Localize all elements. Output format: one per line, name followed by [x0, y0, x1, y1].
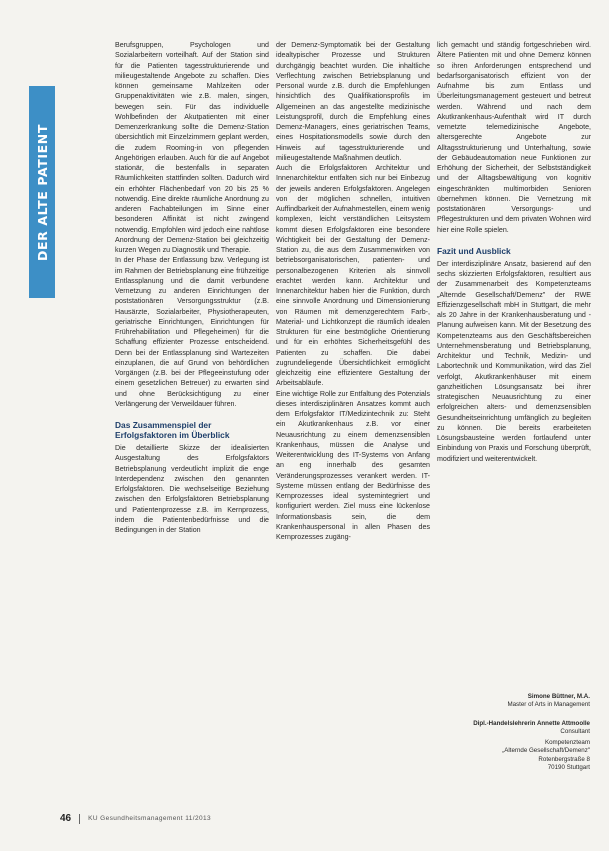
- author-2: [437, 720, 590, 737]
- paragraph: Berufsgruppen, Psychologen und Sozialarbeitern vorteilhaft. Auf der Station sind für die Patienten tagesstrukturierende und milieugestaltende Angebote zu schaffen. Dies können gemeinsame Mahlzeiten oder Gruppenaktivitäten wie z.B. malen, singen, bewegen sein. Für das individuelle Wohlbefinden der Akutpatienten mit einer Demenzerkrankung sollte die Demenz-Station übersichtlich mit Einzelzimmern geplant werden, die zudem Rooming-in von pflegenden Angehörigen erlauben. Auch für die auf Angebot stationär, die bestenfalls in separaten Räumlichkeiten stattfinden sollten. Dadurch wird ein erhöhter Flächenbedarf von 20 bis 25 % notwendig. Eine direkte räumliche Anordnung zu anderen Fachabteilungen im Sinne einer besonderen Affinität ist nicht zwingend notwendig. Empfohlen wird jedoch eine nahtlose Anordnung der Demenz-Station bei gleichzeitig kurzen Wegen zu Diagnostik und Therapie.: [115, 41, 269, 254]
- text-column-2: [276, 40, 430, 800]
- contact-address: [437, 739, 590, 772]
- paragraph: Der interdisziplinäre Ansatz, basierend auf den sechs skizzierten Erfolgsfaktoren, resultiert aus der Zusammenarbeit des Kompetenzteams „Alternde Gesellschaft/Demenz" der RWE Effizienzgesellschaft mbH in Stuttgart, die mehr als 20 Jahre in der Krankenhausberatung und -Planung aufweisen kann. Mit der Besetzung des Kompetenzteams aus den Geschäftsbereichen Unternehmensberatung und Betriebsplanung, Architektur und Technik, Medizin- und Labortechnik und Kommunikation, wird das Ziel verfolgt, Akutkrankenhäuser mit einem ganzheitlichen Lösungsansatz bei ihrer strategischen Neuausrichtung zu einer erfolgreichen alters- und demenzsensiblen Gesundheitseinrichtung umfänglich zu begleiten zu können. Die bereits erarbeiteten Lösungsbausteine werden fortlaufend unter Einbindung von Praxis und Forschung überprüft, modifiziert und weiterentwickelt.: [437, 259, 591, 463]
- section-heading: Fazit und Ausblick: [437, 245, 511, 256]
- author-name: Simone Büttner, M.A.: [527, 693, 590, 700]
- paragraph: Auch die Erfolgsfaktoren Architektur und Innenarchitektur entfalten sich nur bei Einbezug der jeweils anderen Erfolgsfaktoren. Angelegen von der möglichen schnellen, intuitiven Auffindbarkeit der Aufnahmestellen, einem wenig komplexen, leicht verständlichen Leitsystem kommt diesen Erfolgsfaktoren eine besondere Wichtigkeit bei der Gestaltung der Demenz-Station zu, die aus dem Zusammenwirken von betriebsorganisatorischen, patienten- und personalbezogenen Kriterien als sinnvoll erachtet werden kann. Architektur und Innenarchitektur haben hier die Funktion, durch eine sinnvolle Anordnung und Dimensionierung von Räumen mit demenzgerechtem Farb-, Material- und Lichtkonzept die räumlich idealen Strukturen für eine bestmögliche Orientierung und für ein erhöhtes Sicherheitsgefühl des Patienten zu schaffen. Die dabei zugrundeliegende Übersichtlichkeit ermöglicht gleichzeitig eine effizientere Gestaltung der Arbeitsabläufe.: [276, 164, 430, 388]
- author-role: Consultant: [560, 728, 590, 736]
- author-name: Dipl.-Handelslehrerin Annette Attmoolle: [473, 720, 590, 727]
- page-footer: [60, 813, 211, 824]
- author-role: Master of Arts in Management: [507, 701, 590, 709]
- section-tab-label: DER ALTE PATIENT: [34, 123, 50, 261]
- footer-divider: [79, 814, 80, 824]
- author-1: [437, 693, 590, 710]
- contact-line: „Alternde Gesellschaft/Demenz": [502, 747, 590, 755]
- footer-source: KU Gesundheitsmanagement 11/2013: [88, 815, 212, 822]
- page-number: 46: [60, 813, 72, 824]
- section-heading: Das Zusammenspiel der Erfolgsfaktoren im Überblick: [115, 420, 230, 440]
- paragraph: lich gemacht und ständig fortgeschrieben wird. Ältere Patienten mit und ohne Demenz können so ihren Anforderungen entsprechend und bedarfsorganisatorisch effizient von der Aufnahme bis zum Entlass und Überleitungsmanagement gesteuert und betreut werden. Während und nach dem Akutkrankenhaus-Aufenthalt wird IT durch vernetzte telemedizinische Angebote, altersgerechte Angebote zur Alltagsstrukturierung und Unterhaltung, sowie der Gebäudeautomation neue Funktionen zur Erhöhung der Sicherheit, der Selbstständigkeit und der Alltagsbewältigung von kognitiv eingeschränkten multimorbiden Senioren übernehmen können. Die Vernetzung mit poststationären Versorgungs- und Pflegestrukturen und dem privaten Wohnen wird hier eine Rolle spielen.: [437, 41, 591, 234]
- section-tab: [29, 86, 55, 298]
- contact-line: Rotenbergstraße 8: [538, 755, 590, 763]
- text-column-1: [115, 40, 269, 800]
- contact-line: Kompetenzteam: [544, 739, 590, 746]
- paragraph: In der Phase der Entlassung bzw. Verlegung ist im Rahmen der Betriebsplanung eine frühzeitige Entlassplanung und die damit verbundene Vernetzung zu anderen Einrichtungen der poststationären Versorgungsstruktur (z.B. Hausärzte, Sozialarbeiter, Physiotherapeuten, geriatrische Einrichtungen, Einrichtungen für Frührehabilitation und Pflegeheimen) für die Schaffung effizienter Prozesse entscheidend. Denn bei der Entlassplanung sind Wartezeiten einzuplanen, die auf Grund von behördlichen Vorgängen (z.B. bei der Pflegeeinstufung oder einem gesetzlichen Betreuer) zu erwarten sind und ohne Berücksichtigung zu einer Verlängerung der Verweildauer führen.: [115, 256, 269, 408]
- paragraph: Eine wichtige Rolle zur Entfaltung des Potenzials dieses interdisziplinären Ansatzes kommt auch dem Erfolgsfaktor IT/Medizintechnik zu: Steht ein Akutkrankenhaus z.B. vor einer Neuausrichtung zu einem demenzsensiblen Krankenhaus, müssen die Analyse und Weiterentwicklung des IT-Systems von Anfang an eng innerhalb des gesamten Veränderungsprozesses verankert werden. IT-Systeme müssen entlang der Bedürfnisse des Kernprozesses ideal systemintegriert und konfiguriert werden. Ziel muss eine lückenlose Informationsbasis sein, die dem Krankenhauspersonal in allen Phasen des Kernprozesses zugäng-: [276, 389, 430, 541]
- contact-line: 70190 Stuttgart: [547, 763, 590, 771]
- text-column-3: [437, 40, 591, 680]
- paragraph: der Demenz-Symptomatik bei der Gestaltung idealtypischer Prozesse und Strukturen durchgängig beachtet wurden. Die inhaltliche Verflechtung zwischen Betriebsplanung und Personal wurde z.B. durch die Empfehlungen hinsichtlich des Qualifikationsprofils im Allgemeinen an das angestellte medizinische Leistungsprofil, durch die Empfehlung eines Demenz-Managers, eines geriatrischen Teams, eines Hospitationsmodells sowie durch den Hinweis auf tagesstrukturierende und milieugestaltende Maßnahmen deutlich.: [276, 41, 430, 162]
- paragraph: Die detaillierte Skizze der idealisierten Ausgestaltung des Erfolgsfaktors Betriebsplanung verdeutlicht implizit die enge Interdependenz zwischen den genannten Erfolgsfaktoren. Die wechselseitige Beziehung zwischen den Erfolgsfaktoren Betriebsplanung und Patientenprozesse z.B. im Kernprozess, indem die Patientenbedürfnisse und die Bedingungen in der Station: [115, 444, 269, 534]
